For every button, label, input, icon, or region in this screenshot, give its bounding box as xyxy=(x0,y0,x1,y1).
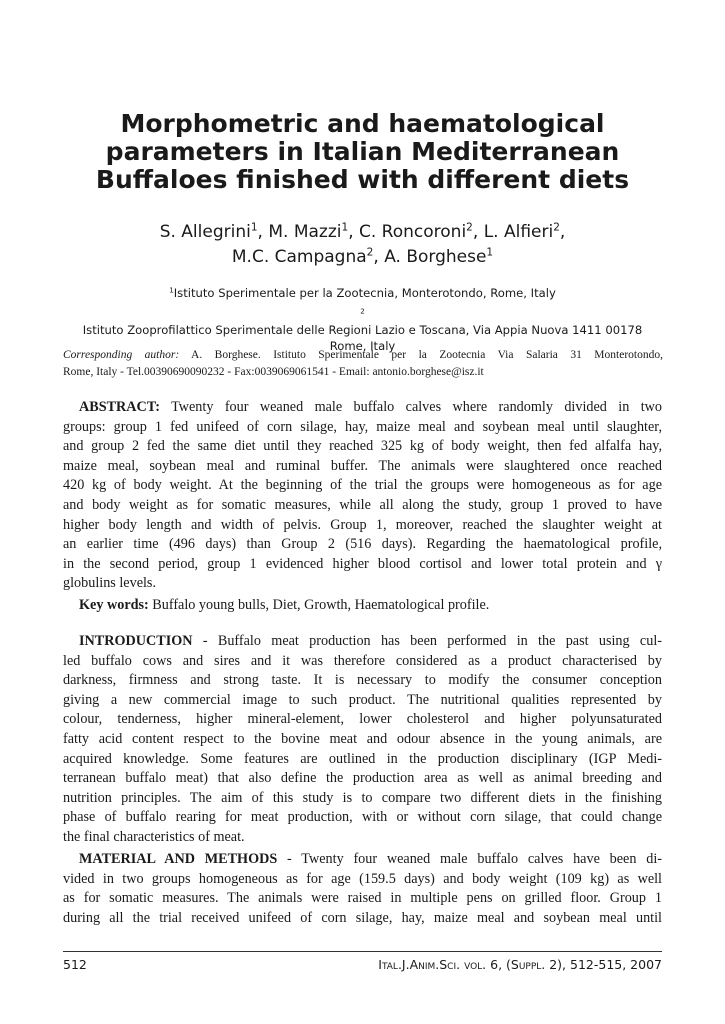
introduction-line: giving a new commercial image to such product. The nutritional qualities represented by xyxy=(63,691,662,708)
affiliation-1 xyxy=(60,285,665,301)
abstract-line: globulins levels. xyxy=(63,575,157,592)
corresponding-author xyxy=(63,347,663,381)
abstract-line: maize meal, soybean meal and ruminal buffer. The animals were slaughtered once reached xyxy=(63,457,662,474)
abstract-section xyxy=(63,398,662,594)
corresponding-line xyxy=(63,347,663,364)
keywords-line xyxy=(63,596,662,616)
author-line: S. Allegrini$^1$, M. Mazzi$^1$, C. Roncoroni$^2$, L. Alfieri$^2$, xyxy=(159,221,566,242)
keywords-heading: Key words: xyxy=(79,597,149,613)
methods-heading: MATERIAL AND METHODS xyxy=(79,851,278,867)
affiliation-marker: 1 xyxy=(341,221,349,234)
author-name: S. Allegrini xyxy=(159,222,251,242)
corresponding-label: Corresponding author: xyxy=(63,349,180,361)
introduction-line: colour, tenderness, higher mineral-element, lower cholesterol and higher polyunsaturated xyxy=(63,711,662,728)
affiliation-number: 2 xyxy=(360,306,365,316)
methods-line xyxy=(63,850,662,870)
paper-title xyxy=(60,110,665,194)
methods-line: as for somatic measures. The animals were raised in multiple pens on grilled floor. Group 1 xyxy=(63,890,662,907)
corresponding-text: A. Borghese. Istituto Sperimentale per la Zootecnia Via Salaria 31 Monterotondo, xyxy=(179,349,663,361)
title-line: parameters in Italian Mediterranean xyxy=(105,137,620,166)
introduction-line: fatty acid content respect to the bovine meat and odour absence in the young animals, are xyxy=(63,730,662,747)
title-line: Morphometric and haematological xyxy=(120,109,605,138)
introduction-line: the final characteristics of meat. xyxy=(63,828,245,845)
keywords-text: Buffalo young bulls, Diet, Growth, Haematological profile. xyxy=(148,597,490,613)
journal-reference: Ital.J.Anim.Sci. vol. 6, (Suppl. 2), 512-515, 2007 xyxy=(378,957,662,972)
introduction-line: terranean buffalo meat) that also define the production area as well as animal breeding and xyxy=(63,770,662,787)
abstract-line: groups: group 1 fed unifeed of corn silage, hay, maize meal and soybean meal until slaughter, xyxy=(63,418,662,435)
author-name: L. Alfieri xyxy=(483,222,554,242)
affiliation-number: 1 xyxy=(169,285,174,295)
introduction-line: acquired knowledge. Some features are outlined in the production disciplinary (IGP Medi- xyxy=(63,750,662,767)
abstract-line: 420 kg of body weight. At the beginning of the trial the groups were homogeneous as for age xyxy=(63,477,662,494)
page-number: 512 xyxy=(63,957,87,972)
introduction-section xyxy=(63,632,662,848)
footer-rule xyxy=(63,951,662,952)
abstract-line: and group 2 fed the same diet until they reached 325 kg of body weight, then fed alfalfa hay, xyxy=(63,438,662,455)
author-name: M. Mazzi xyxy=(268,222,342,242)
introduction-line: nutrition principles. The aim of this study is to compare two different diets in the finishing xyxy=(63,789,662,806)
affiliation-marker: 1 xyxy=(486,246,494,259)
affiliation-marker: 2 xyxy=(466,221,473,234)
introduction-heading: INTRODUCTION xyxy=(79,633,193,649)
introduction-text: - Buffalo meat production has been performed in the past using cul- xyxy=(192,633,662,649)
introduction-line: darkness, firmness and strong taste. It is necessary to modify the consumer conception xyxy=(63,672,662,689)
author-list xyxy=(60,220,665,270)
introduction-line xyxy=(63,632,662,652)
affiliation-marker: 2 xyxy=(366,246,374,259)
methods-section xyxy=(63,850,662,928)
author-name: M.C. Campagna xyxy=(231,247,367,267)
author-name: C. Roncoroni xyxy=(359,222,467,242)
abstract-line: and body weight as for somatic measures, while all along the study, group 1 proved to have xyxy=(63,496,662,513)
abstract-text: Twenty four weaned male buffalo calves where randomly divided in two xyxy=(159,399,662,415)
abstract-line xyxy=(63,398,662,418)
methods-line: vided in two groups homogeneous as for age (159.5 days) and body weight (109 kg) as well xyxy=(63,870,662,887)
abstract-line: in the second period, group 1 evidenced higher blood cortisol and lower total protein and γ xyxy=(63,555,662,572)
author-name: A. Borghese xyxy=(384,247,487,267)
affiliation-line xyxy=(60,306,665,338)
abstract-line: higher body length and width of pelvis. Group 1, moreover, reached the slaughter weight at xyxy=(63,516,662,533)
affiliation-text: Istituto Zooprofilattico Sperimentale delle Regioni Lazio e Toscana, Via Appia Nuova 1411 00178 xyxy=(82,323,643,337)
methods-text: - Twenty four weaned male buffalo calves have been di- xyxy=(277,851,662,867)
affiliation-marker: 2 xyxy=(553,221,560,234)
methods-line: during all the trial received unifeed of corn silage, hay, maize meal and soybean meal until xyxy=(63,909,662,926)
abstract-heading: ABSTRACT: xyxy=(79,399,160,415)
affiliation-text: Istituto Sperimentale per la Zootecnia, Monterotondo, Rome, Italy xyxy=(173,286,556,300)
introduction-line: phase of buffalo rearing for meat production, with or without corn silage, that could change xyxy=(63,809,662,826)
title-line: Buffaloes finished with different diets xyxy=(95,165,630,194)
author-line: M.C. Campagna$^2$, A. Borghese$^1$ xyxy=(231,246,494,267)
corresponding-line: Rome, Italy - Tel.00390690090232 - Fax:0039069061541 - Email: antonio.borghese@isz.it xyxy=(63,366,484,378)
introduction-line: led buffalo cows and sires and it was therefore considered as a product characterised by xyxy=(63,652,662,669)
affiliation-marker: 1 xyxy=(250,221,258,234)
abstract-line: an earlier time (496 days) than Group 2 (516 days). Regarding the haematological profile, xyxy=(63,536,662,553)
affiliation-line: Rome, Italy xyxy=(329,339,396,353)
keywords-section xyxy=(63,596,662,616)
